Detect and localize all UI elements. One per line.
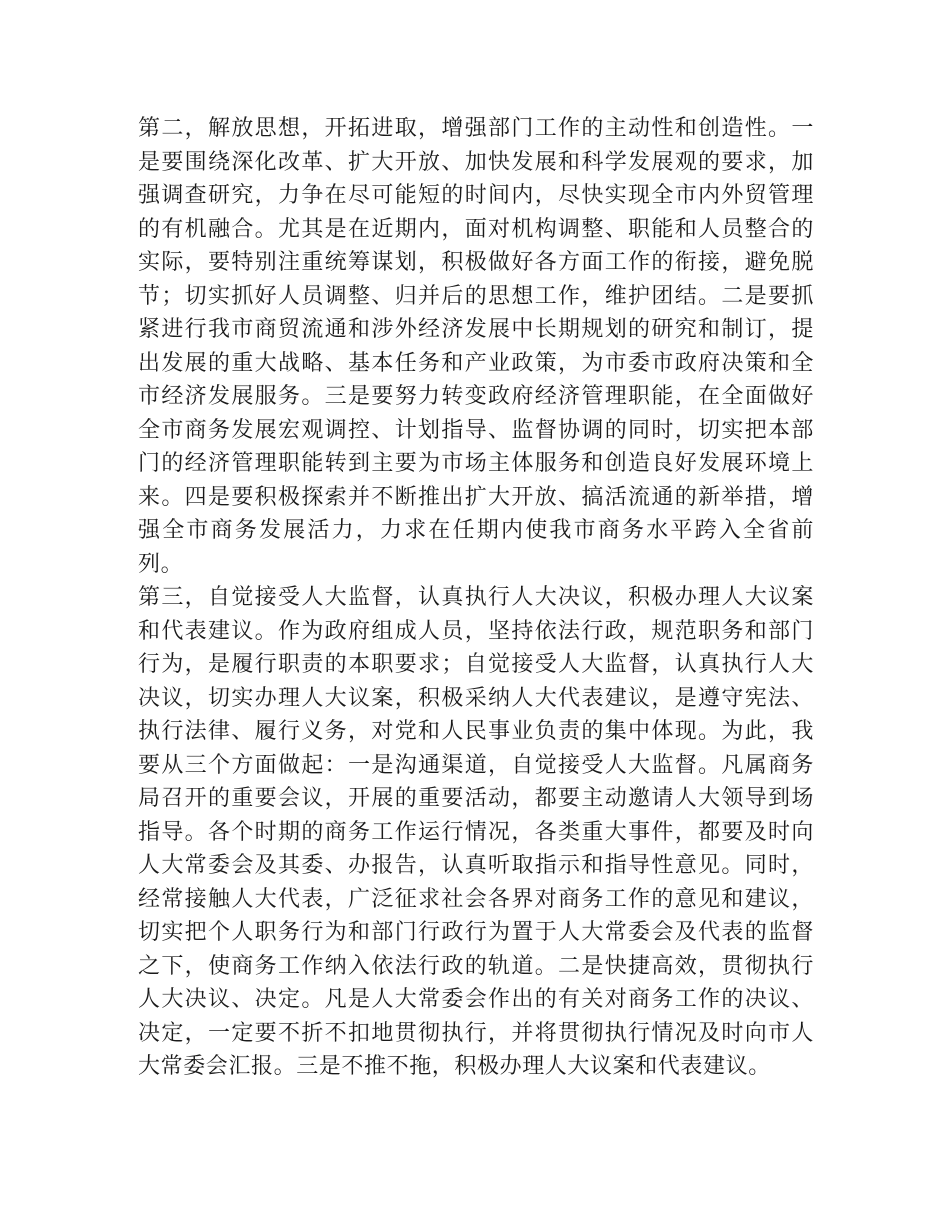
document-body <box>138 112 814 1084</box>
paragraph-second: 第二，解放思想，开拓进取，增强部门工作的主动性和创造性。一是要围绕深化改革、扩大开放、加快发展和科学发展观的要求，加强调查研究，力争在尽可能短的时间内，尽快实现全市内外贸管理的有机融合。尤其是在近期内，面对机构调整、职能和人员整合的实际，要特别注重统筹谋划，积极做好各方面工作的衔接，避免脱节；切实抓好人员调整、归并后的思想工作，维护团结。二是要抓紧进行我市商贸流通和涉外经济发展中长期规划的研究和制订，提出发展的重大战略、基本任务和产业政策，为市委市政府决策和全市经济发展服务。三是要努力转变政府经济管理职能，在全面做好全市商务发展宏观调控、计划指导、监督协调的同时，切实把本部门的经济管理职能转到主要为市场主体服务和创造良好发展环境上来。四是要积极探索并不断推出扩大开放、搞活流通的新举措，增强全市商务发展活力，力求在任期内使我市商务水平跨入全省前列。 <box>138 116 814 577</box>
paragraph-third: 第三，自觉接受人大监督，认真执行人大决议，积极办理人大议案和代表建议。作为政府组成人员，坚持依法行政，规范职务和部门行为，是履行职责的本职要求；自觉接受人大监督，认真执行人大决议，切实办理人大议案，积极采纳人大代表建议，是遵守宪法、执行法律、履行义务，对党和人民事业负责的集中体现。为此，我要从三个方面做起：一是沟通渠道，自觉接受人大监督。凡属商务局召开的重要会议，开展的重要活动，都要主动邀请人大领导到场指导。各个时期的商务工作运行情况，各类重大事件，都要及时向人大常委会及其委、办报告，认真听取指示和指导性意见。同时，经常接触人大代表，广泛征求社会各界对商务工作的意见和建议，切实把个人职务行为和部门行政行为置于人大常委会及代表的监督之下，使商务工作纳入依法行政的轨道。二是快捷高效，贯彻执行人大决议、决定。凡是人大常委会作出的有关对商务工作的决议、决定，一定要不折不扣地贯彻执行，并将贯彻执行情况及时向市人大常委会汇报。三是不推不拖，积极办理人大议案和代表建议。 <box>138 585 814 1079</box>
